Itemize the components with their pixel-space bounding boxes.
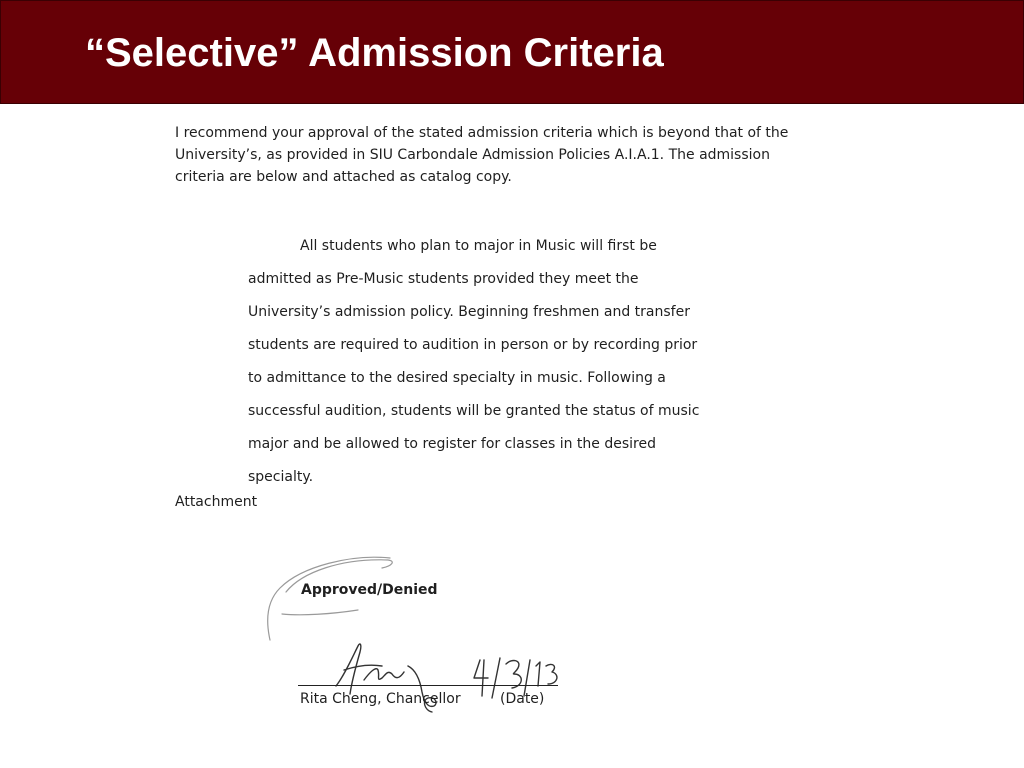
criteria-line: to admittance to the desired specialty in music. Following a [248, 370, 666, 386]
intro-line: criteria are below and attached as catalog copy. [175, 169, 512, 185]
intro-paragraph [175, 122, 835, 188]
attachment-label: Attachment [175, 494, 258, 510]
title-bar [0, 0, 1024, 104]
slide-title: “Selective” Admission Criteria [85, 31, 664, 75]
criteria-line: University’s admission policy. Beginning freshmen and transfer [248, 304, 690, 320]
criteria-line: students are required to audition in person or by recording prior [248, 337, 698, 353]
criteria-line: admitted as Pre-Music students provided they meet the [248, 271, 639, 287]
criteria-line: major and be allowed to register for classes in the desired [248, 436, 656, 452]
signer-name: Rita Cheng, Chancellor [300, 691, 461, 707]
signature-line [298, 685, 558, 686]
criteria-line: specialty. [248, 469, 314, 485]
criteria-quote [248, 230, 748, 494]
date-label: (Date) [500, 691, 545, 707]
intro-line: I recommend your approval of the stated admission criteria which is beyond that of the [175, 125, 789, 141]
criteria-line: successful audition, students will be granted the status of music [248, 403, 700, 419]
intro-line: University’s, as provided in SIU Carbondale Admission Policies A.I.A.1. The admission [175, 147, 770, 163]
approval-status-label: Approved/Denied [301, 582, 438, 598]
criteria-line: All students who plan to major in Music will first be [300, 238, 657, 254]
